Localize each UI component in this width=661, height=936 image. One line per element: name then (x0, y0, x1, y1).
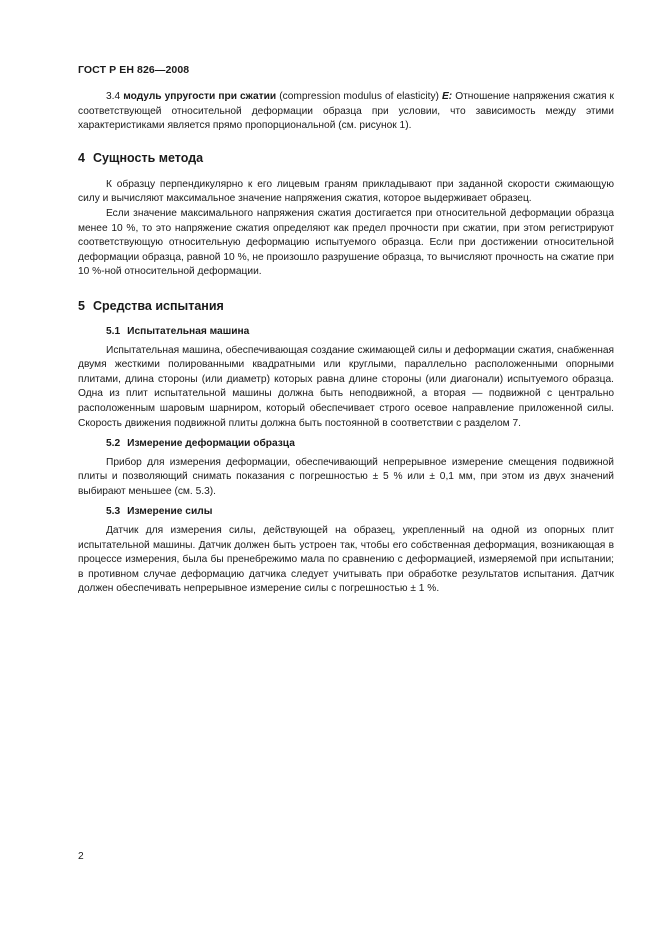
section-5-heading (78, 298, 614, 314)
subsection-5-3-number: 5.3 (106, 506, 121, 518)
subsection-5-3-title: Измерение силы (127, 506, 213, 518)
definition-text: Отношение напряжения сжатия к соответствующей относительной деформации образца при условии, что зависимость между этими характеристиками является прямо пропорциональной (см. рисунок 1). (78, 91, 614, 132)
definition-3-4 (78, 90, 614, 134)
page-content (78, 90, 614, 597)
section-4-title: Сущность метода (92, 150, 204, 165)
section-5-number: 5 (78, 298, 85, 313)
subsection-5-3-heading (78, 505, 614, 520)
section-4-paragraph-2: Если значение максимального напряжения сжатия достигается при относительной деформации образца менее 10 %, то это напряжение сжатия определяют как предел прочности при сжатии, при этом регистрируют соответствующую относительную деформацию испытуемого образца. Если при достижении относительной деформации образца, равной 10 %, не произошло разрушение образца, то вычисляют прочность на сжатие при 10 %-ной относительной деформации. (78, 207, 614, 278)
section-4-paragraph-1: К образцу перпендикулярно к его лицевым граням прикладывают при заданной скорости сжимающую силу и вычисляют максимальное значение напряжения сжатия, которое выдерживает образец. (78, 178, 614, 205)
subsection-5-1-number: 5.1 (106, 325, 121, 337)
definition-number: 3.4 (106, 91, 121, 102)
subsection-5-1-heading (78, 325, 614, 340)
subsection-5-3-text: Датчик для измерения силы, действующей на образец, укрепленный на одной из опорных плит испытательной машины. Датчик должен быть устроен так, чтобы его собственная деформация, возникающая в процессе измерения, была бы пренебрежимо мала по сравнению с деформацией, измеряемой при испытании; в противном случае деформацию датчика следует учитывать при обработке результатов испытания. Датчик должен обеспечивать непрерывное измерение силы с погрешностью ± 1 %. (78, 525, 614, 595)
subsection-5-2-text: Прибор для измерения деформации, обеспечивающий непрерывное измерение смещения подвижной плиты и позволяющий снимать показания с погрешностью ± 5 % или ± 0,1 мм, при этом из двух значений выбирают меньшее (см. 5.3). (78, 456, 614, 497)
section-4-number: 4 (78, 150, 85, 165)
subsection-5-1-text: Испытательная машина, обеспечивающая создание сжимающей силы и деформации сжатия, снабженная двумя жесткими полированными квадратными или круглыми, параллельно расположенными опорными плитами, длина стороны (или диаметр) которых равна длине стороны (или диагонали) испытуемого образца. Одна из плит испытательной машины должна быть неподвижной, а вторая — подвижной с центрально расположенным шаровым шарниром, который обеспечивает строго осевое направление приложенной силы. Скорость движения подвижной плиты должна быть постоянной в соответствии с разделом 7. (78, 344, 614, 429)
definition-english-term: (compression modulus of elasticity) (276, 91, 442, 102)
definition-term: модуль упругости при сжатии (123, 91, 277, 102)
section-4-heading (78, 150, 614, 166)
subsection-5-2-number: 5.2 (106, 438, 121, 450)
subsection-5-1-title: Испытательная машина (127, 325, 250, 337)
document-header: ГОСТ Р ЕН 826—2008 (78, 64, 190, 76)
subsection-5-2-title: Измерение деформации образца (127, 438, 295, 450)
definition-symbol: E: (441, 91, 453, 102)
section-5-title: Средства испытания (92, 298, 224, 313)
subsection-5-2-heading (78, 437, 614, 452)
page-number: 2 (78, 851, 84, 862)
